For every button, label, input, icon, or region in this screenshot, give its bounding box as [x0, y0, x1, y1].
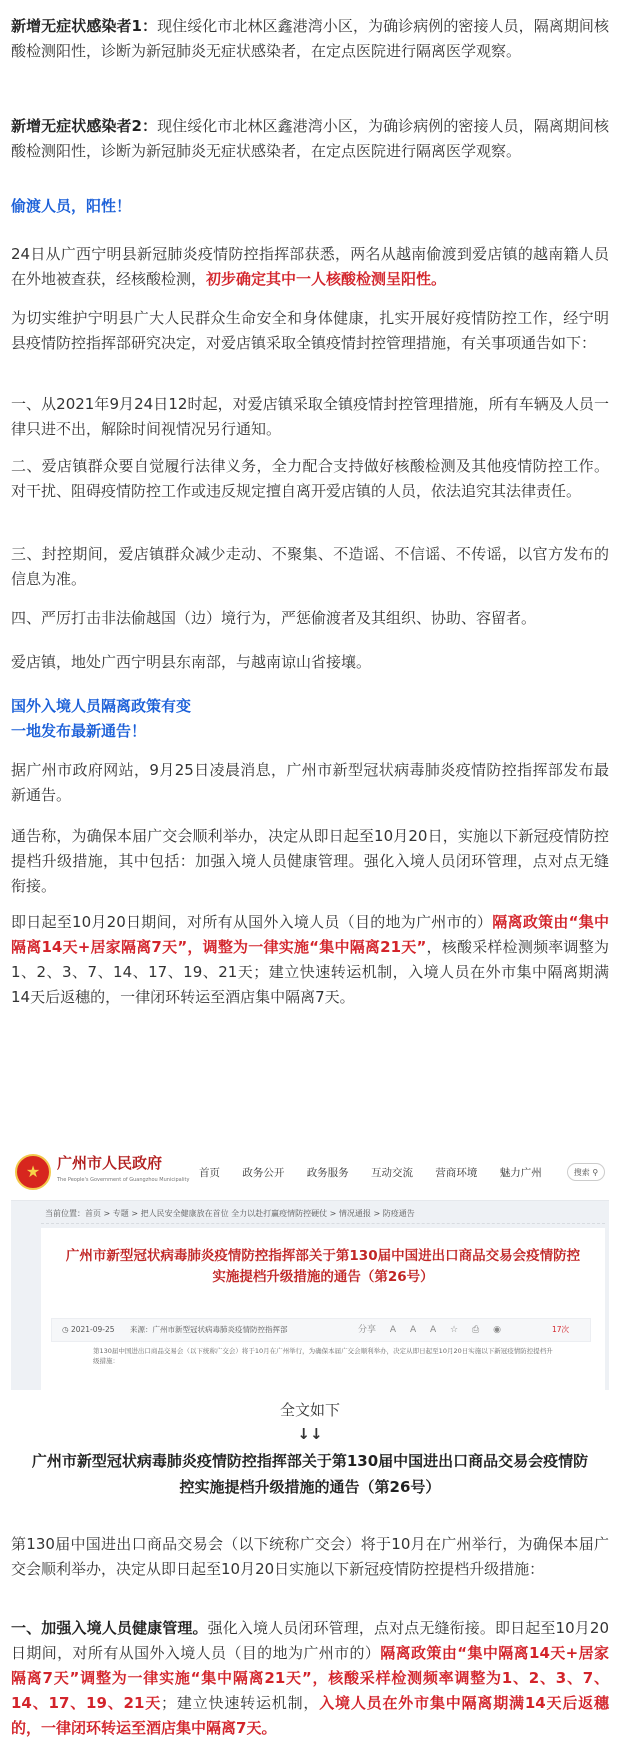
gov-site-name: 广州市人民政府	[57, 1154, 163, 1172]
fulltext-item1-a: 强化入境人员闭环管理，点对点无缝衔接。即日起至10月20日期间，对所有从国外入境人员（目的地为广州市的）	[11, 1619, 609, 1662]
font-small-icon: A	[429, 1325, 437, 1335]
nav-item-affairs: 政务公开	[242, 1167, 285, 1179]
gov-site-article-title: 广州市新型冠状病毒肺炎疫情防控指挥部关于第130届中国进出口商品交易会疫情防控实施提档升级措施的通告（第26号）	[65, 1248, 581, 1285]
section2-para1: 据广州市政府网站，9月25日凌晨消息，广州市新型冠状病毒肺炎疫情防控指挥部发布最新通告。	[11, 761, 609, 804]
gov-site-search-button: 搜索 ⚲	[567, 1163, 605, 1181]
fulltext-item1-highlight2: 入境人员在外市集中隔离期满14天后返穗的，一律闭环转运至酒店集中隔离7天。	[11, 1694, 609, 1737]
section1-intro-text: 24日从广西宁明县新冠肺炎疫情防控指挥部获悉，两名从越南偷渡到爱店镇的越南籍人员在外地被查获，经核酸检测，	[11, 245, 609, 288]
nav-item-interaction: 互动交流	[371, 1167, 414, 1179]
section2-para3	[11, 910, 609, 1010]
fulltext-intro: 第130届中国进出口商品交易会（以下统称广交会）将于10月在广州举行，为确保本届广交会顺利举办，决定从即日起至10月20日实施以下新冠疫情防控提档升级措施：	[11, 1535, 609, 1578]
section1-item1: 一、从2021年9月24日12时起，对爱店镇采取全镇疫情封控管理措施，所有车辆及人员一律只进不出，解除时间视情况另行通知。	[11, 395, 609, 438]
share-icon: 分享	[358, 1325, 377, 1335]
case2-text: 现住绥化市北林区鑫港湾小区，为确诊病例的密接人员，隔离期间核酸检测阳性，诊断为新冠肺炎无症状感染者，在定点医院进行隔离医学观察。	[11, 117, 609, 160]
section2-heading	[11, 694, 609, 744]
nav-item-charm: 魅力广州	[499, 1167, 542, 1179]
section2-para3-a: 即日起至10月20日期间，对所有从国外入境人员（目的地为广州市的）	[11, 913, 493, 931]
case1-text: 现住绥化市北林区鑫港湾小区，为确诊病例的密接人员，隔离期间核酸检测阳性，诊断为新冠肺炎无症状感染者，在定点医院进行隔离医学观察。	[11, 17, 609, 60]
gov-site-nav	[199, 1164, 561, 1182]
font-large-icon: A	[389, 1325, 397, 1335]
nav-item-business: 营商环境	[435, 1167, 478, 1179]
section2-heading-line1: 国外入境人员隔离政策有变	[11, 697, 192, 715]
case2-paragraph	[11, 114, 609, 164]
font-medium-icon: A	[409, 1325, 417, 1335]
gov-site-article-preview: 第130届中国进出口商品交易会（以下统称广交会）将于10月在广州举行，为确保本届广交会顺利举办，决定从即日起至10月20日实施以下新冠疫情防控提档升级措施：	[93, 1347, 553, 1365]
fulltext-label: 全文如下	[279, 1401, 340, 1419]
clock-icon: ◷	[62, 1325, 71, 1334]
section2-para3-b: ，核酸采样检测频率调整为1、2、3、7、14、17、19、21天；建立快速转运机制，入境人员在外市集中隔离期满14天后返穗的，一律闭环转运至酒店集中隔离7天。	[11, 938, 609, 1006]
fulltext-item1-highlight1: 隔离政策由“集中隔离14天+居家隔离7天”调整为一律实施“集中隔离21天”，核酸采样检测频率调整为1、2、3、7、14、17、19、21天	[11, 1644, 609, 1712]
view-icon: ◉	[493, 1325, 501, 1335]
section1-intro-highlight: 初步确定其中一人核酸检测呈阳性。	[206, 270, 447, 288]
section1-intro	[11, 242, 609, 292]
gov-site-header	[11, 1146, 609, 1201]
section1-para2: 为切实维护宁明县广大人民群众生命安全和身体健康，扎实开展好疫情防控工作，经宁明县疫情防控指挥部研究决定，对爱店镇采取全镇疫情封控管理措施，有关事项通告如下：	[11, 309, 609, 352]
section2-para2: 通告称，为确保本届广交会顺利举办，决定从即日起至10月20日，实施以下新冠疫情防控提档升级措施，其中包括：加强入境人员健康管理。强化入境人员闭环管理，点对点无缝衔接。	[11, 827, 609, 895]
section1-item2: 二、爱店镇群众要自觉履行法律义务，全力配合支持做好核酸检测及其他疫情防控工作。对干扰、阻碍疫情防控工作或违反规定擅自离开爱店镇的人员，依法追究其法律责任。	[11, 457, 609, 500]
section1-para-end: 爱店镇，地处广西宁明县东南部，与越南谅山省接壤。	[11, 653, 372, 671]
gov-site-breadcrumb: 当前位置：首页 > 专题 > 把人民安全健康放在首位 全力以赴打赢疫情防控硬仗 > 情况通报 > 防疫通告	[45, 1209, 415, 1218]
nav-item-services: 政务服务	[306, 1167, 349, 1179]
gov-website-screenshot	[11, 1146, 609, 1390]
section2-para3-highlight: 隔离政策由“集中隔离14天+居家隔离7天”，调整为一律实施“集中隔离21天”	[11, 913, 609, 956]
gov-site-article-date: ◷ 2021-09-25	[62, 1325, 115, 1334]
print-icon: ⎙	[471, 1325, 480, 1335]
gov-site-article-tools	[358, 1319, 512, 1341]
favorite-icon: ☆	[450, 1325, 459, 1335]
case1-label: 新增无症状感染者1：	[11, 17, 158, 35]
section1-item3: 三、封控期间，爱店镇群众减少走动、不聚集、不造谣、不信谣、不传谣，以官方发布的信息为准。	[11, 545, 609, 588]
down-arrows-icon: ↓↓	[297, 1425, 323, 1443]
gov-site-article-meta	[51, 1318, 591, 1342]
case1-paragraph	[11, 14, 609, 64]
gov-site-subtitle: The People's Government of Guangzhou Municipality	[57, 1177, 190, 1183]
section1-heading: 偷渡人员，阳性！	[11, 197, 132, 215]
case2-label: 新增无症状感染者2：	[11, 117, 158, 135]
fulltext-item1	[11, 1616, 609, 1741]
section1-item4: 四、严厉打击非法偷越国（边）境行为，严惩偷渡者及其组织、协助、容留者。	[11, 609, 537, 627]
gov-site-article-card	[41, 1228, 605, 1390]
section2-heading-line2: 一地发布最新通告！	[11, 722, 147, 740]
national-emblem-icon	[15, 1154, 51, 1190]
fulltext-item1-heading: 一、加强入境人员健康管理。	[11, 1619, 208, 1637]
nav-item-home: 首页	[199, 1167, 220, 1179]
gov-site-article-source: 来源：广州市新型冠状病毒肺炎疫情防控指挥部	[130, 1325, 288, 1334]
gov-site-view-count: 17次	[552, 1325, 570, 1334]
search-icon: ⚲	[589, 1168, 599, 1177]
fulltext-item1-b: ；建立快速转运机制，	[161, 1694, 320, 1712]
fulltext-title: 广州市新型冠状病毒肺炎疫情防控指挥部关于第130届中国进出口商品交易会疫情防控实施提档升级措施的通告（第26号）	[31, 1452, 589, 1496]
